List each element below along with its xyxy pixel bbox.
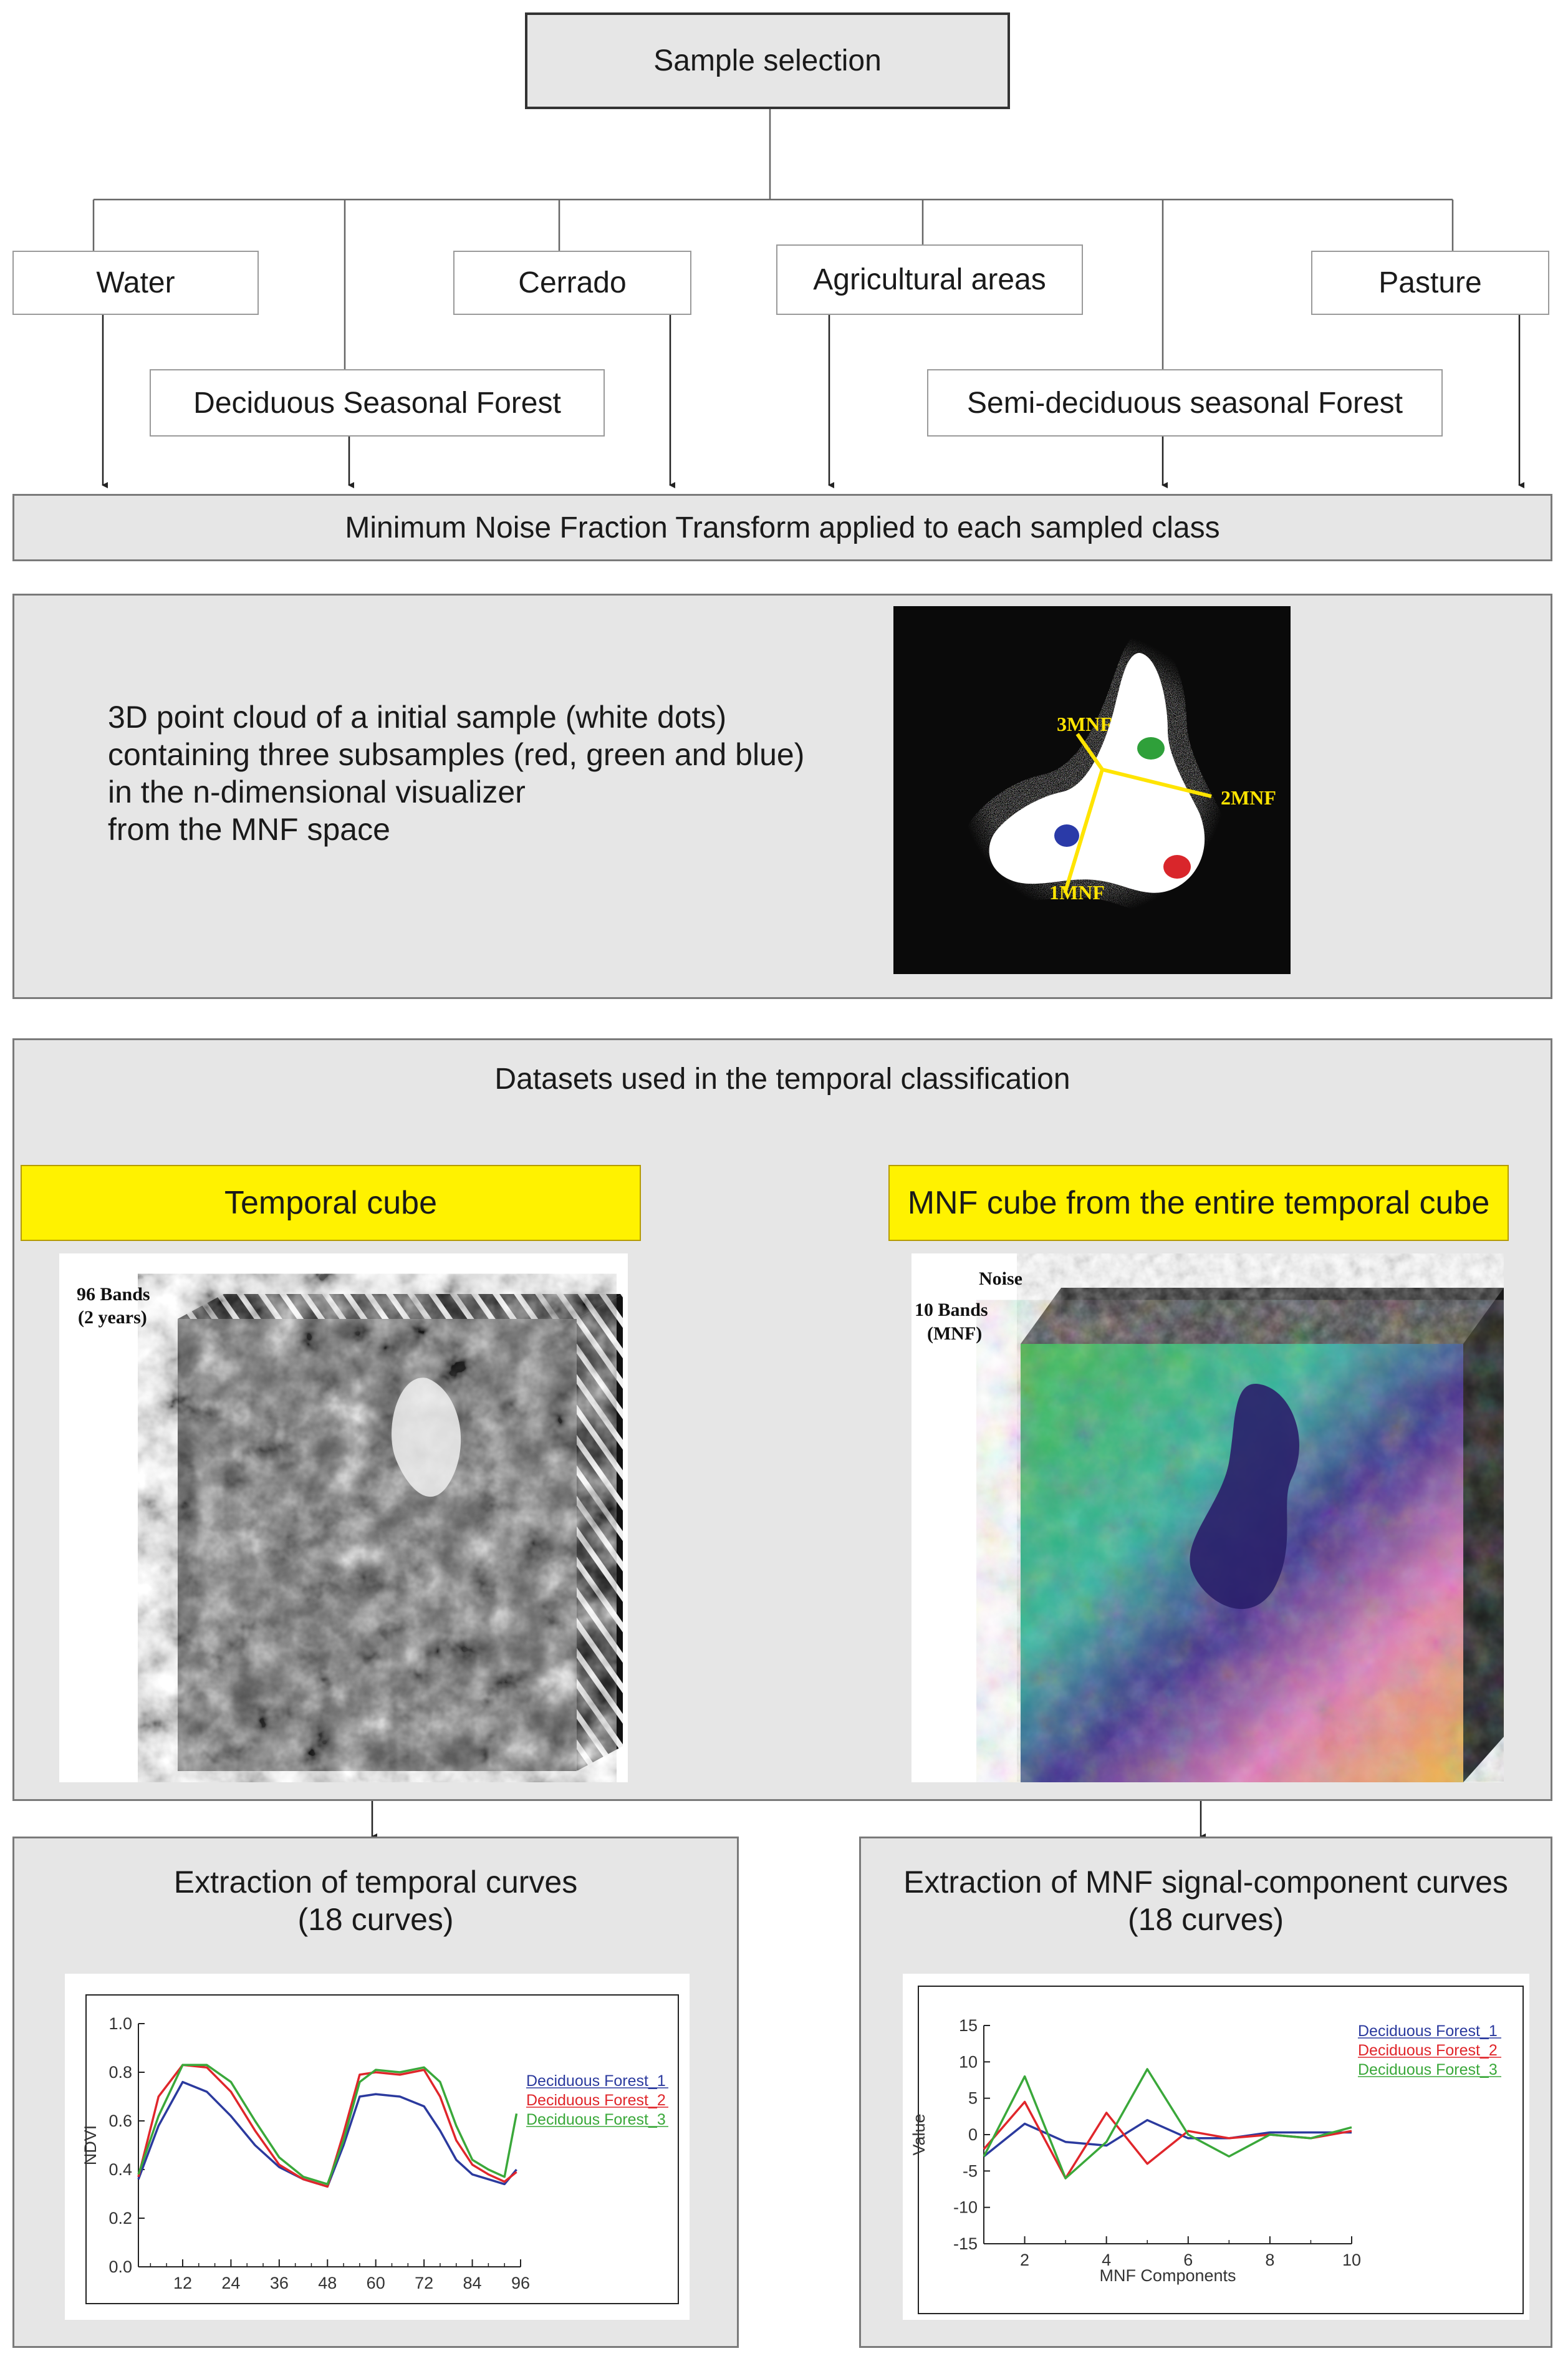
y-tick-label: -15 <box>953 2234 978 2253</box>
y-tick-label: -10 <box>953 2198 978 2217</box>
extraction-temporal-title-line: (18 curves) <box>297 1902 454 1937</box>
y-tick-label: 0.2 <box>108 2209 132 2228</box>
legend-entry-3: Deciduous Forest_3 <box>526 2111 666 2128</box>
ndvi-chart <box>65 1974 690 2320</box>
legend-entry-2: Deciduous Forest_2 <box>526 2092 666 2109</box>
legend-entry-1: Deciduous Forest_1 <box>526 2072 666 2090</box>
axis-1mnf-label: 1MNF <box>1049 881 1105 904</box>
temporal-cube-years: (2 years) <box>78 1307 147 1328</box>
x-tick-label: 48 <box>318 2274 337 2292</box>
sample-selection-box <box>525 12 1010 109</box>
y-tick-label: 0.4 <box>108 2160 132 2179</box>
x-tick-label: 12 <box>173 2274 193 2292</box>
y-axis-label: NDVI <box>81 2125 100 2166</box>
chart-background <box>65 1974 690 2320</box>
class-cerrado-label: Cerrado <box>518 266 627 299</box>
y-tick-label: 0 <box>968 2125 978 2144</box>
x-tick-label: 6 <box>1183 2251 1193 2269</box>
x-tick-label: 24 <box>221 2274 241 2292</box>
x-tick-label: 8 <box>1265 2251 1275 2269</box>
pointcloud-text-line: 3D point cloud of a initial sample (white dots) <box>108 700 727 735</box>
mnf-cube-mnf-label: (MNF) <box>927 1323 983 1344</box>
class-deciduous-box <box>150 369 605 437</box>
class-cerrado-box <box>453 251 691 315</box>
mnf-transform-box <box>12 494 1552 561</box>
mnf-cube-label-box <box>888 1165 1509 1241</box>
legend-entry-1: Deciduous Forest_1 <box>1358 2022 1498 2040</box>
x-tick-label: 60 <box>366 2274 385 2292</box>
y-tick-label: 0.6 <box>108 2112 132 2130</box>
class-water-box <box>12 251 259 315</box>
mnf-transform-label: Minimum Noise Fraction Transform applied to each sampled class <box>345 511 1220 544</box>
mnf-cube-noise-label: Noise <box>979 1268 1022 1289</box>
y-tick-label: 0.0 <box>108 2257 132 2276</box>
pointcloud-description <box>108 698 804 848</box>
mnf-cube-label: MNF cube from the entire temporal cube <box>907 1185 1490 1221</box>
datasets-title: Datasets used in the temporal classification <box>494 1063 1070 1096</box>
legend-entry-3: Deciduous Forest_3 <box>1358 2061 1498 2078</box>
mnf-component-chart <box>903 1974 1529 2320</box>
class-semideciduous-box <box>927 369 1443 437</box>
y-tick-label: 5 <box>968 2088 978 2108</box>
pointcloud-text-line: containing three subsamples (red, green and blue) <box>108 737 805 772</box>
temporal-cube-image <box>59 1253 628 1782</box>
y-tick-label: 1.0 <box>108 2014 132 2033</box>
axis-2mnf-label: 2MNF <box>1221 786 1276 809</box>
pointcloud-panel <box>12 594 1552 999</box>
legend-entry-2: Deciduous Forest_2 <box>1358 2042 1498 2059</box>
x-tick-label: 10 <box>1342 2251 1362 2269</box>
pointcloud-text-line: from the MNF space <box>108 812 390 847</box>
sample-selection-label: Sample selection <box>653 44 882 77</box>
axis-3mnf-label: 3MNF <box>1057 713 1112 735</box>
class-pasture-box <box>1311 251 1549 315</box>
class-agricultural-label: Agricultural areas <box>813 263 1046 296</box>
y-tick-label: 0.8 <box>108 2063 132 2082</box>
class-agricultural-box <box>776 244 1083 315</box>
x-tick-label: 36 <box>269 2274 289 2292</box>
extraction-temporal-title-line: Extraction of temporal curves <box>173 1865 578 1900</box>
y-tick-label: 10 <box>958 2052 978 2072</box>
extraction-mnf-title <box>903 1863 1508 1938</box>
x-axis-label: MNF Components <box>1099 2266 1236 2285</box>
pointcloud-text-line: in the n-dimensional visualizer <box>108 775 526 809</box>
x-tick-label: 72 <box>415 2274 434 2292</box>
temporal-cube-label-box <box>21 1165 641 1241</box>
y-tick-label: -5 <box>962 2161 978 2181</box>
x-tick-label: 2 <box>1020 2251 1030 2269</box>
y-axis-label: Value <box>910 2113 928 2156</box>
y-tick-label: 15 <box>958 2016 978 2035</box>
class-pasture-label: Pasture <box>1378 266 1482 299</box>
extraction-mnf-title-line: (18 curves) <box>1127 1902 1284 1937</box>
x-tick-label: 96 <box>511 2274 531 2292</box>
pointcloud-image <box>893 606 1291 974</box>
mnf-cube-bands-label: 10 Bands <box>915 1300 988 1320</box>
class-water-label: Water <box>96 266 175 299</box>
temporal-cube-label: Temporal cube <box>224 1185 438 1221</box>
class-deciduous-label: Deciduous Seasonal Forest <box>193 386 561 420</box>
extraction-mnf-title-line: Extraction of MNF signal-component curves <box>903 1865 1508 1900</box>
x-tick-label: 4 <box>1102 2251 1112 2269</box>
temporal-cube-bands: 96 Bands <box>77 1284 150 1305</box>
class-semideciduous-label: Semi-deciduous seasonal Forest <box>966 386 1403 420</box>
extraction-temporal-title <box>174 1863 578 1938</box>
x-tick-label: 84 <box>463 2274 482 2292</box>
mnf-cube-image <box>911 1253 1504 1782</box>
